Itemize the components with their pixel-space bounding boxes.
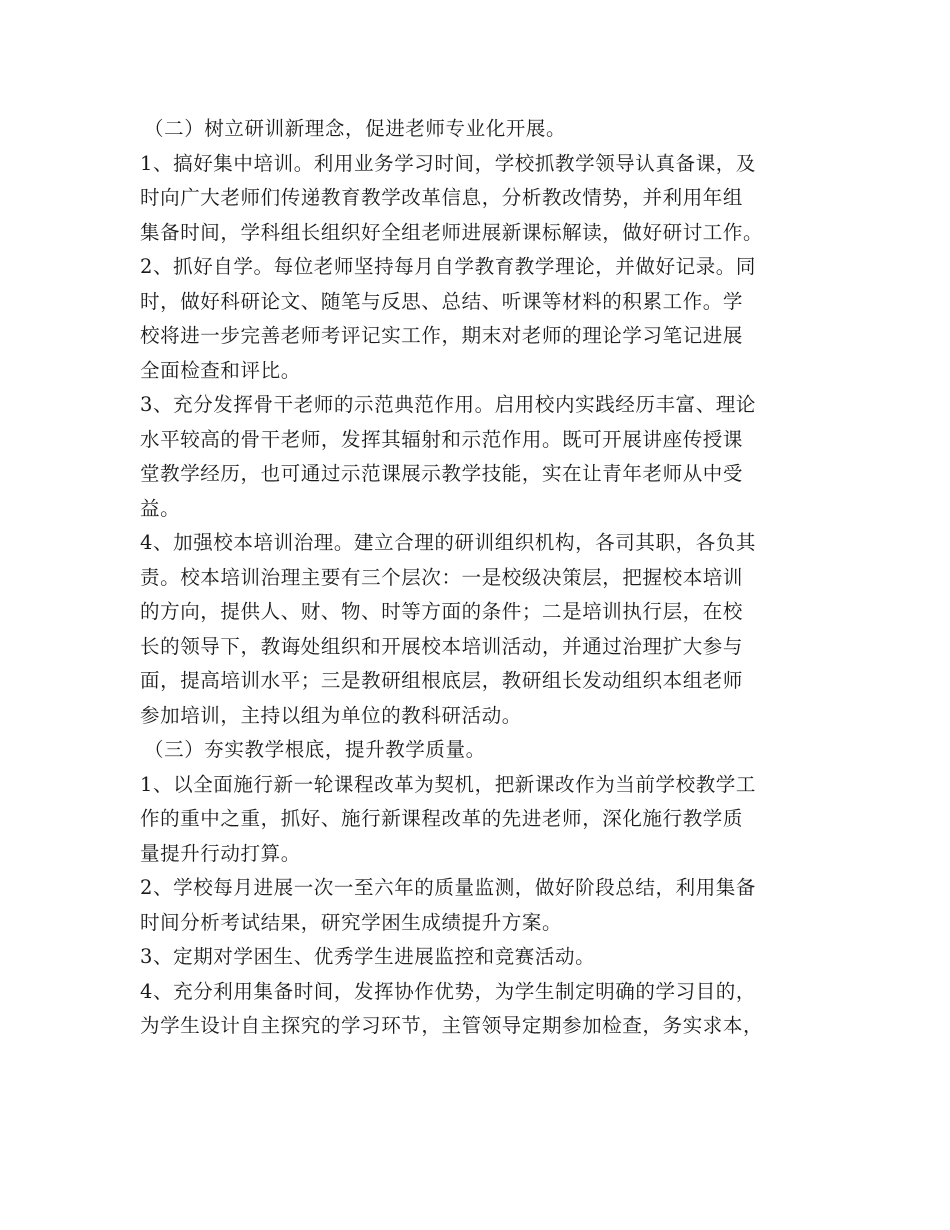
- paragraph-line: 2、抓好自学。每位老师坚持每月自学教育教学理论，并做好记录。同: [140, 255, 757, 278]
- paragraph-line: 的方向，提供人、财、物、时等方面的条件；二是培训执行层，在校: [140, 600, 744, 623]
- paragraph-line: 面，提高培训水平；三是教研组根底层，教研组长发动组织本组老师: [140, 669, 744, 692]
- section-heading: （二）树立研训新理念，促进老师专业化开展。: [144, 117, 567, 140]
- paragraph-line: 1、以全面施行新一轮课程改革为契机，把新课改作为当前学校教学工: [140, 772, 757, 796]
- paragraph-line: 集备时间，学科组长组织好全组老师进展新课标解读，做好研讨工作。: [140, 220, 764, 244]
- paragraph-line: 1、搞好集中培训。利用业务学习时间，学校抓教学领导认真备课，及: [140, 151, 757, 175]
- paragraph-line: 4、充分利用集备时间，发挥协作优势，为学生制定明确的学习目的，: [140, 979, 757, 1003]
- paragraph-line: 校将进一步完善老师考评记实工作，期末对老师的理论学习笔记进展: [140, 324, 744, 347]
- paragraph-line: 堂教学经历，也可通过示范课展示教学技能，实在让青年老师从中受: [140, 462, 744, 485]
- paragraph-line: 全面检查和评比。: [140, 358, 301, 382]
- paragraph-line: 参加培训，主持以组为单位的教科研活动。: [140, 703, 522, 727]
- paragraph-line: 4、加强校本培训治理。建立合理的研训组织机构，各司其职，各负其: [140, 531, 757, 554]
- paragraph-line: 益。: [140, 496, 181, 520]
- paragraph-line: 长的领导下，教诲处组织和开展校本培训活动，并通过治理扩大参与: [140, 634, 744, 658]
- paragraph-line: 责。校本培训治理主要有三个层次：一是校级决策层，把握校本培训: [140, 565, 744, 589]
- paragraph-line: 水平较高的骨干老师，发挥其辐射和示范作用。既可开展讲座传授课: [140, 427, 744, 451]
- paragraph-line: 量提升行动打算。: [140, 841, 301, 865]
- paragraph-line: 3、充分发挥骨干老师的示范典范作用。启用校内实践经历丰富、理论: [140, 393, 757, 416]
- paragraph-line: 为学生设计自主探究的学习环节，主管领导定期参加检查，务实求本，: [140, 1014, 764, 1037]
- paragraph-line: 3、定期对学困生、优秀学生进展监控和竞赛活动。: [140, 945, 596, 968]
- section-heading: （三）夯实教学根底，提升教学质量。: [144, 738, 486, 761]
- paragraph-line: 时向广大老师们传递教育教学改革信息，分析教改情势，并利用年组: [140, 186, 744, 209]
- paragraph-line: 时间分析考试结果，研究学困生成绩提升方案。: [140, 910, 563, 934]
- paragraph-line: 2、学校每月进展一次一至六年的质量监测，做好阶段总结，利用集备: [140, 876, 757, 899]
- paragraph-line: 作的重中之重，抓好、施行新课程改革的先进老师，深化施行教学质: [140, 807, 744, 830]
- document-body: [140, 112, 830, 1044]
- paragraph-line: 时，做好科研论文、随笔与反思、总结、听课等材料的积累工作。学: [140, 289, 744, 313]
